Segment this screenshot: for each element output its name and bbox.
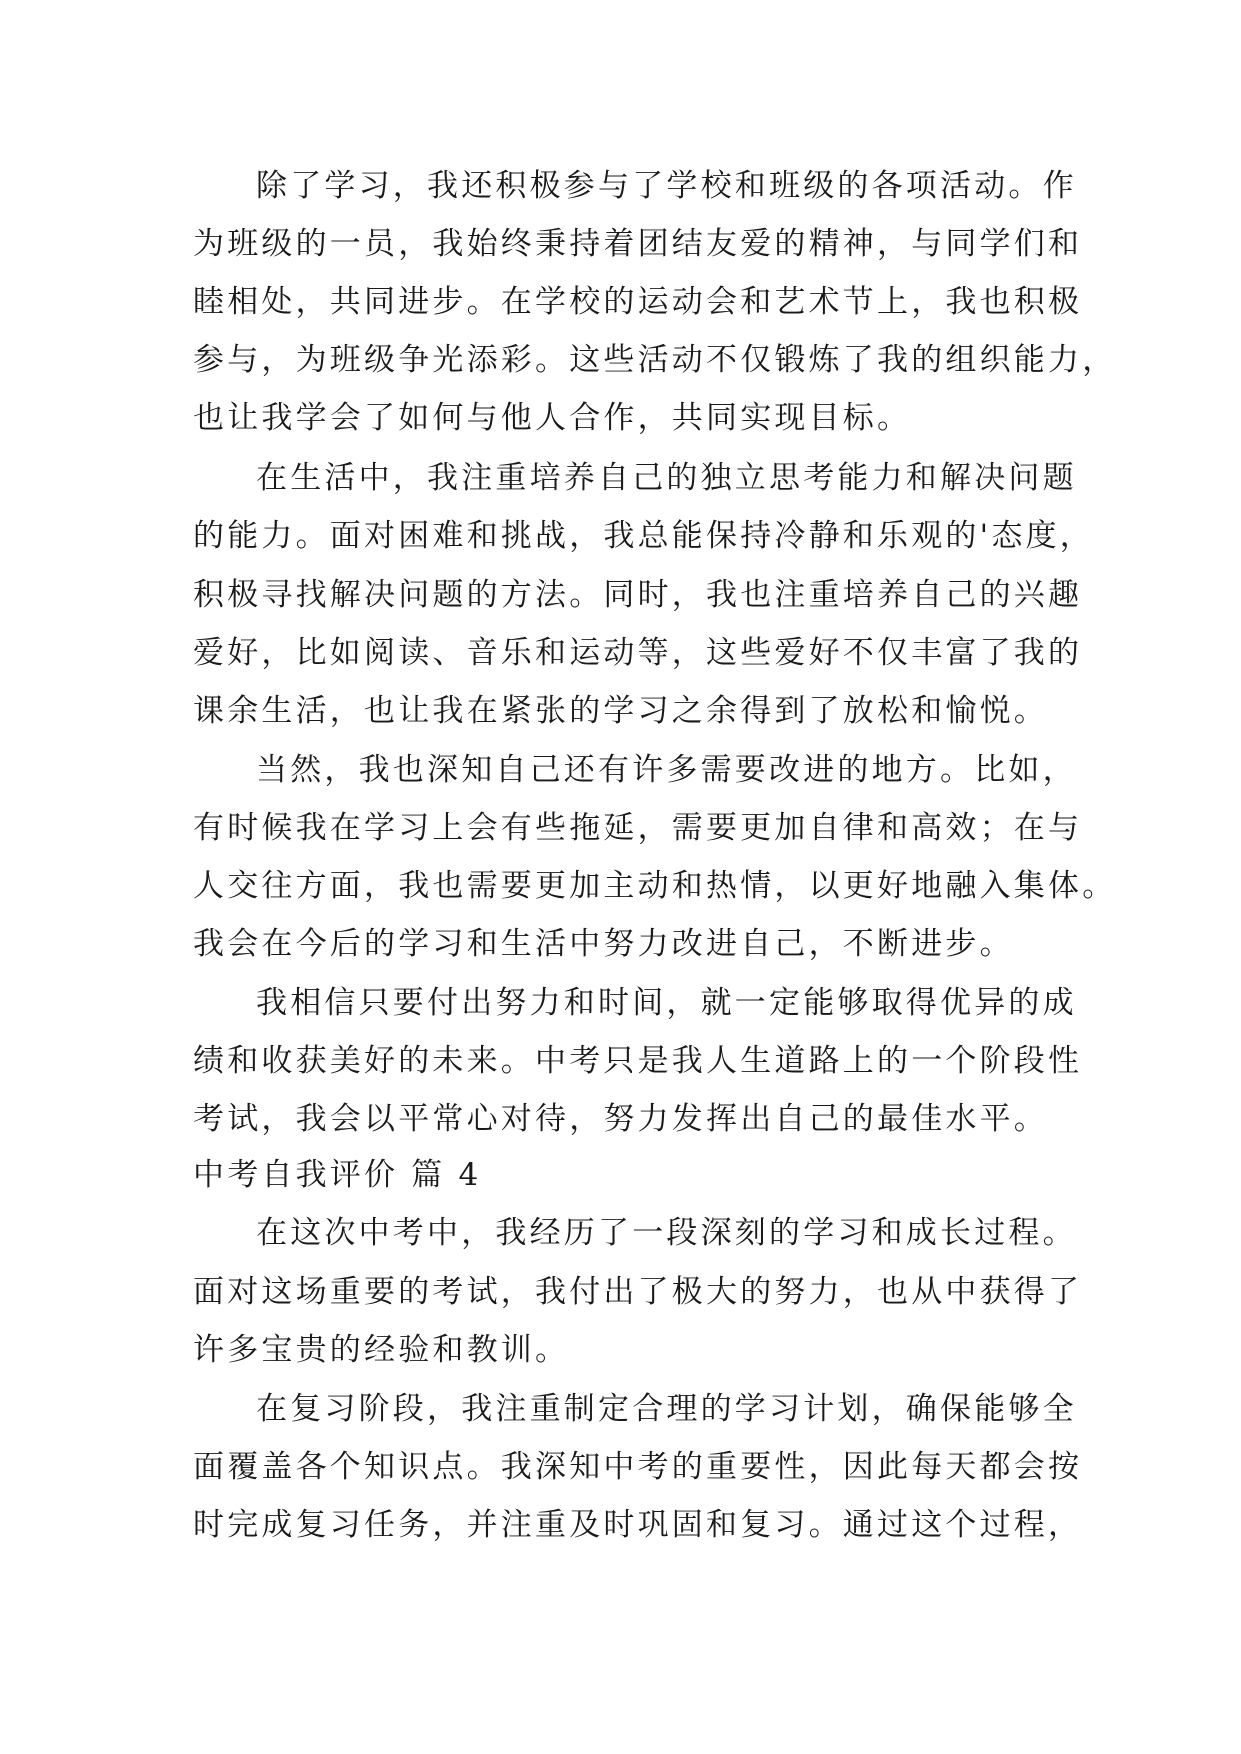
paragraph-line: 面对这场重要的考试，我付出了极大的努力，也从中获得了 xyxy=(193,1274,1083,1310)
paragraph-line: 睦相处，共同进步。在学校的运动会和艺术节上，我也积极 xyxy=(193,284,1083,320)
paragraph-line: 在这次中考中，我经历了一段深刻的学习和成长过程。 xyxy=(256,1215,1077,1251)
paragraph-line: 课余生活，也让我在紧张的学习之余得到了放松和愉悦。 xyxy=(193,693,1048,729)
paragraph-line: 当然，我也深知自己还有许多需要改进的地方。比如， xyxy=(256,752,1077,788)
paragraph-line: 爱好，比如阅读、音乐和运动等，这些爱好不仅丰富了我的 xyxy=(193,635,1083,671)
paragraph-line: 参与，为班级争光添彩。这些活动不仅锻炼了我的组织能力， xyxy=(193,342,1117,378)
paragraph-line: 我会在今后的学习和生活中努力改进自己，不断进步。 xyxy=(193,926,1014,962)
paragraph-line: 在生活中，我注重培养自己的独立思考能力和解决问题 xyxy=(256,460,1077,496)
paragraph-line: 考试，我会以平常心对待，努力发挥出自己的最佳水平。 xyxy=(193,1101,1048,1137)
paragraph-line: 我相信只要付出努力和时间，就一定能够取得优异的成 xyxy=(256,985,1077,1021)
paragraph-line: 有时候我在学习上会有些拖延，需要更加自律和高效；在与 xyxy=(193,810,1083,846)
section-heading: 中考自我评价 篇 4 xyxy=(193,1157,482,1193)
paragraph-line: 积极寻找解决问题的方法。同时，我也注重培养自己的兴趣 xyxy=(193,577,1083,613)
paragraph-line: 为班级的一员，我始终秉持着团结友爱的精神，与同学们和 xyxy=(193,226,1083,262)
paragraph-line: 面覆盖各个知识点。我深知中考的重要性，因此每天都会按 xyxy=(193,1449,1083,1485)
paragraph-line: 除了学习，我还积极参与了学校和班级的各项活动。作 xyxy=(256,168,1077,204)
paragraph-line: 许多宝贵的经验和教训。 xyxy=(193,1332,570,1368)
paragraph-line: 在复习阶段，我注重制定合理的学习计划，确保能够全 xyxy=(256,1391,1077,1427)
paragraph-line: 时完成复习任务，并注重及时巩固和复习。通过这个过程， xyxy=(193,1507,1083,1543)
paragraph-line: 人交往方面，我也需要更加主动和热情，以更好地融入集体。 xyxy=(193,868,1117,904)
paragraph-line: 绩和收获美好的未来。中考只是我人生道路上的一个阶段性 xyxy=(193,1043,1083,1079)
paragraph-line: 也让我学会了如何与他人合作，共同实现目标。 xyxy=(193,400,912,436)
paragraph-line: 的能力。面对困难和挑战，我总能保持冷静和乐观的'态度， xyxy=(193,518,1094,554)
